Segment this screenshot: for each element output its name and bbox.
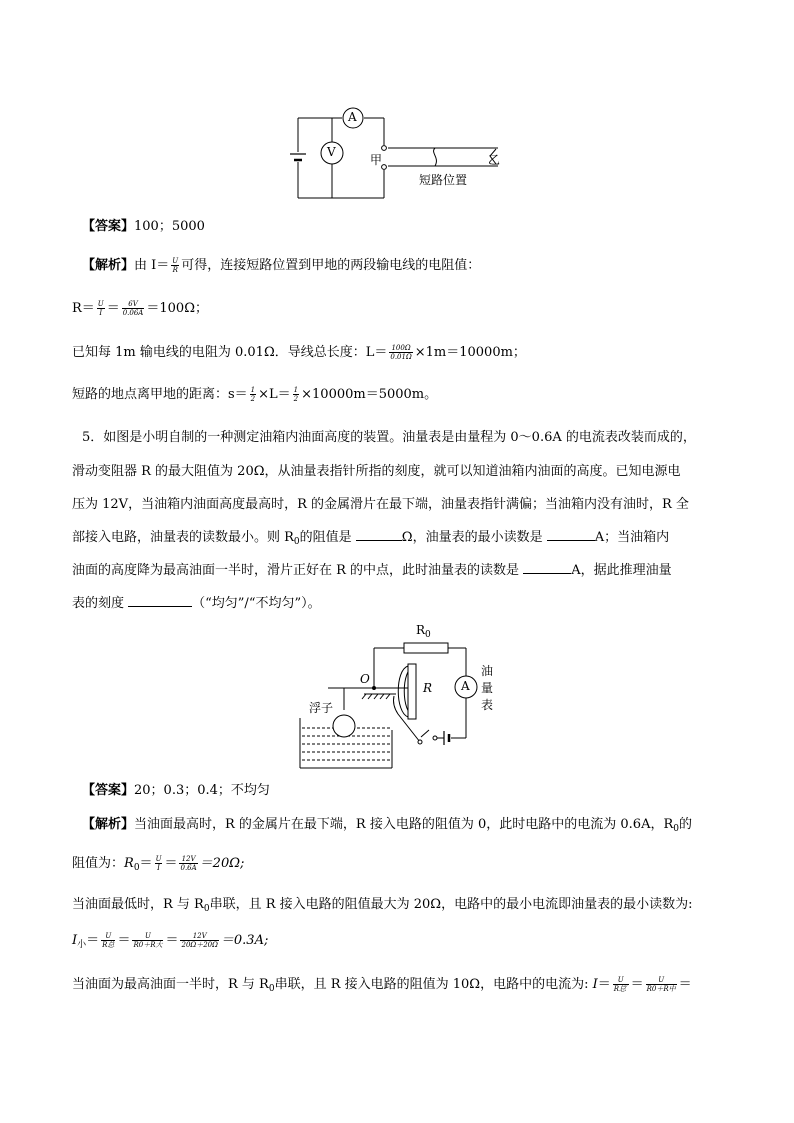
q5-answer: 【答案】20；0.3；0.4；不均匀 [82,783,270,798]
fraction: $\frac{12V}{0.6A}$ [180,855,197,872]
fraction: $\frac{U}{\text{R总′}}$ [613,976,628,993]
gauge-label-2: 量 [481,681,494,695]
q5-line3: 压为 12V，当油箱内油面高度最高时，R 的金属滑片在最下端，油量表指针满偏；当油箱内没有油时，R 全 [72,497,689,512]
answer-blank[interactable] [547,540,595,541]
voltmeter-label: V [327,145,336,159]
rheostat-r-label: R [423,681,433,695]
fraction: $\frac{12V}{20\Omega+20\Omega}$ [181,932,218,949]
q4-analysis-line4: 短路的地点离甲地的距离：s＝ $\frac{1}{2}$ ×L＝ $\frac{1}{2}$ ×10000m＝5000m。 [72,386,438,403]
q5-analysis-line4: $I_小=$ $\frac{U}{\text{R总}}$ ＝ $\frac{U}{\text{R0＋R大}}$ ＝ $\frac{12V}{20\Omega+20\Omega}$ ＝0.3A; [72,932,269,950]
label-yi: 乙 [488,153,501,167]
oil-gauge-diagram [296,620,506,770]
r0-label: $R_0$ [416,623,431,640]
label-short-position: 短路位置 [419,173,468,187]
fraction: $\frac{U}{I}$ [155,855,162,872]
q5-line4: 部接入电路，油量表的读数最小。则 $R_0$的阻值是 Ω，油量表的最小读数是 A；当油箱内 [72,530,670,547]
pivot-o-label: O [360,672,370,686]
fraction: $\frac{100\Omega}{0.01\Omega}$ [390,344,412,361]
q5-analysis-line2: 阻值为：$R_0=$ $\frac{U}{I}$ ＝ $\frac{12V}{0.6A}$ ＝20Ω; [72,855,245,873]
fraction: $\frac{U}{I}$ [97,300,104,317]
q5-line1: 5．如图是小明自制的一种测定油箱内油面高度的装置。油量表是由量程为 0～0.6A 的电流表改装而成的， [82,430,696,445]
q4-analysis-line2: R＝ $\frac{U}{I}$ ＝ $\frac{6V}{0.06A}$ ＝100Ω； [72,300,208,317]
fraction: $\frac{U}{\text{R0＋R中}}$ [646,976,676,993]
short-circuit-diagram [280,100,510,205]
fraction: $\frac{1}{2}$ [250,386,256,403]
fraction: $\frac{6V}{0.06A}$ [122,300,144,317]
float-label: 浮子 [309,701,334,715]
label-jia: 甲 [370,153,383,167]
answer-blank[interactable] [523,573,571,574]
q5-analysis-line1: 【解析】当油面最高时，R 的金属片在最下端，R 接入电路的阻值为 0，此时电路中的电流为 0.6A，$R_0$的 [82,817,692,834]
q5-analysis-line5: 当油面为最高油面一半时，R 与 $R_0$串联，且 R 接入电路的阻值为 10Ω，电路中的电流为: I＝ $\frac{U}{\text{R总′}}$ ＝ $\frac{U}{\text{R0＋R中}}$ ＝ [72,976,692,994]
q4-analysis-line3: 已知每 1m 输电线的电阻为 0.01Ω．导线总长度：L＝ $\frac{100\Omega}{0.01\Omega}$ ×1m＝10000m； [72,344,526,361]
fraction: $\frac{U}{\text{R总}}$ [102,932,115,949]
gauge-label-1: 油 [481,664,494,678]
q5-line6: 表的刻度 （“均匀”/“不均匀”）。 [72,596,321,611]
q5-line2: 滑动变阻器 R 的最大阻值为 20Ω，从油量表指针所指的刻度，就可以知道油箱内油面的高度。已知电源电 [72,464,681,479]
fraction: $\frac{U}{\text{R0＋R大}}$ [133,932,163,949]
answer-blank[interactable] [128,606,192,607]
ammeter-label: A [461,679,470,693]
q5-analysis-line3: 当油面最低时，R 与 $R_0$串联，且 R 接入电路的阻值最大为 20Ω，电路中的最小电流即油量表的最小读数为: [72,897,693,914]
q4-answer: 【答案】100；5000 [82,219,205,234]
answer-blank[interactable] [356,540,402,541]
q5-line5: 油面的高度降为最高油面一半时，滑片正好在 R 的中点，此时油量表的读数是 A，据此推理油量 [72,563,672,578]
ammeter-label: A [348,110,357,124]
fraction: $\frac{1}{2}$ [293,386,299,403]
gauge-label-3: 表 [481,698,494,712]
fraction: $\frac{U}{R}$ [172,257,179,274]
q4-analysis-line1: 【解析】由 I＝ $\frac{U}{R}$ 可得，连接短路位置到甲地的两段输电线的电阻值： [82,257,481,274]
